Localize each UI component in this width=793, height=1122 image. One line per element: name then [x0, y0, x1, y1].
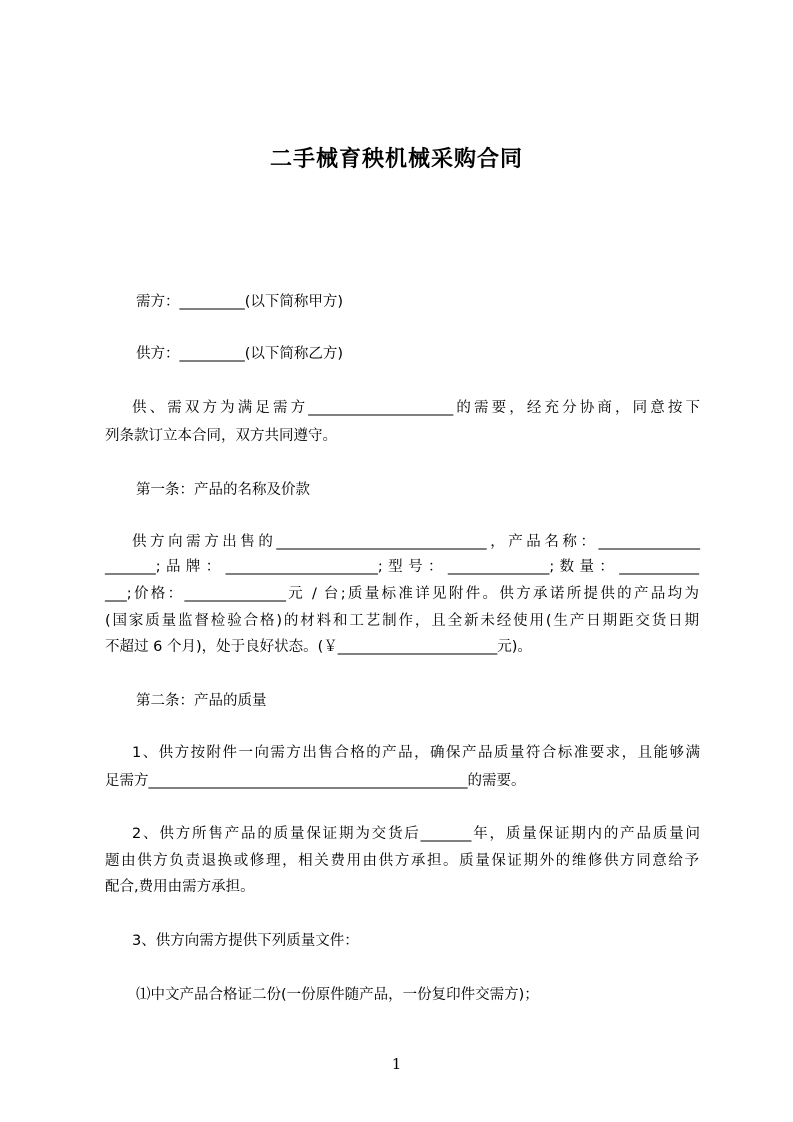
page-number: 1	[391, 1055, 402, 1073]
article-2-heading: 第二条：产品的质量	[136, 693, 267, 709]
article-1-line-3: ___;价格：______________元 / 台;质量标准详见附件。供方承诺所提供的产品均为	[105, 586, 699, 602]
article-2-item-1-line-1: 1、供方按附件一向需方出售合格的产品，确保产品质量符合标准要求，且能够满	[132, 745, 700, 761]
article-2-item-2-line-2: 题由供方负责退换或修理，相关费用由供方承担。质量保证期外的维修供方同意给予	[105, 853, 699, 869]
article-1-line-2: _______;品牌：_____________________;型号：______________;数量：___________	[105, 559, 699, 575]
article-2-item-2-line-1: 2、供方所售产品的质量保证期为交货后_______年，质量保证期内的产品质量问	[132, 826, 700, 842]
article-1-line-1: 供方向需方出售的_____________________________，产品名称：______________	[132, 534, 700, 550]
article-2-item-3-sub-1: ⑴中文产品合格证二份(一份原件随产品，一份复印件交需方)；	[136, 987, 539, 1003]
demand-party-line: 需方：_________(以下简称甲方)	[136, 294, 344, 310]
article-2-item-3: 3、供方向需方提供下列质量文件：	[132, 933, 359, 949]
supply-party-line: 供方：_________(以下简称乙方)	[136, 346, 344, 362]
article-1-line-4: (国家质量监督检验合格)的材料和工艺制作，且全新未经使用(生产日期距交货日期	[105, 613, 699, 629]
article-1-line-5: 不超过 6 个月)，处于良好状态。(￥______________________元)。	[105, 639, 532, 655]
article-1-heading: 第一条：产品的名称及价款	[136, 482, 310, 498]
document-title: 二手械育秧机械采购合同	[269, 147, 523, 172]
intro-paragraph-line-2: 列条款订立本合同，双方共同遵守。	[105, 428, 337, 444]
intro-paragraph-line-1: 供、需双方为满足需方____________________的需要，经充分协商，同意按下	[132, 400, 700, 416]
article-2-item-2-line-3: 配合,费用由需方承担。	[105, 879, 255, 895]
article-2-item-1-line-2: 足需方____________________________________________的需要。	[105, 773, 526, 789]
